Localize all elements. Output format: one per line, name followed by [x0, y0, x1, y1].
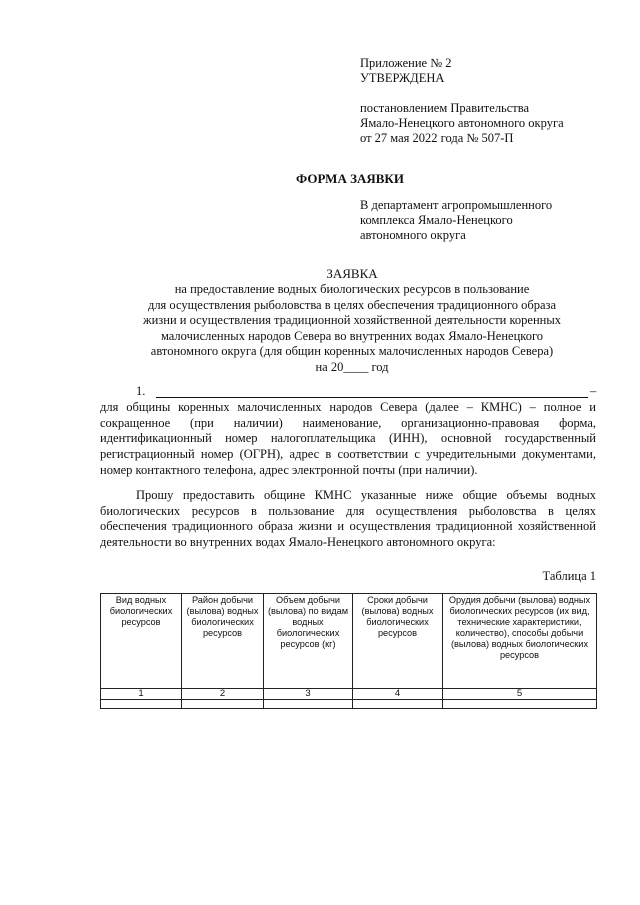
application-title: ЗАЯВКА: [326, 266, 378, 281]
table-cell[interactable]: [353, 700, 443, 709]
table-col-number: 5: [443, 689, 597, 700]
table-col-number: 2: [182, 689, 264, 700]
table-cell[interactable]: [101, 700, 182, 709]
table-header-species: Вид водных биологических ресурсов: [101, 594, 182, 689]
table-cell[interactable]: [264, 700, 353, 709]
table-header-terms: Сроки добычи (вылова) водных биологических ресурсов: [353, 594, 443, 689]
table-cell[interactable]: [443, 700, 597, 709]
item1-description: для общины коренных малочисленных народов Севера (далее – КМНС) – полное и сокращенное (при наличии) наименование, организационно-правовая форма, идентификационный номер налогоплательщика (ИНН), основной государственный регистрационный номер (ОГРН), адрес в соответствии с учредительными документами, номер контактного телефона, адрес электронной почты (при наличии).: [100, 400, 596, 477]
table-number-row: [101, 689, 597, 700]
table-empty-row: [101, 700, 597, 709]
application-line-4: малочисленных народов Севера во внутренних водах Ямало-Ненецкого: [160, 328, 544, 343]
addressee-line-2: комплекса Ямало-Ненецкого: [360, 213, 513, 227]
application-line-5: автономного округа (для общин коренных малочисленных народов Севера): [150, 344, 554, 358]
table-header-volume: Объем добычи (вылова) по видам водных биологических ресурсов (кг): [264, 594, 353, 689]
request-paragraph: Прошу предоставить общине КМНС указанные ниже общие объемы водных биологических ресурсов в пользование для осуществления рыболовства в целях обеспечения традиционного образа жизни и осуществления традиционной хозяйственной деятельности во внутренних водах Ямало-Ненецкого автономного округа:: [100, 488, 596, 550]
application-line-2: для осуществления рыболовства в целях обеспечения традиционного образа: [147, 297, 557, 312]
table-header-gear: Орудия добычи (вылова) водных биологических ресурсов (их вид, технические характеристики, количество), способы добычи (вылова) водных биологических ресурсов: [443, 594, 597, 689]
table-col-number: 4: [353, 689, 443, 700]
item1-blank-line: [156, 397, 588, 398]
table-col-number: 1: [101, 689, 182, 700]
decree-line-1: постановлением Правительства: [360, 101, 530, 115]
application-line-1: на предоставление водных биологических ресурсов в пользование: [174, 282, 530, 296]
table-header-row: [101, 594, 597, 689]
table-col-number: 3: [264, 689, 353, 700]
form-title: ФОРМА ЗАЯВКИ: [296, 171, 404, 186]
addressee-line-3: автономного округа: [360, 228, 466, 242]
decree-line-3: от 27 мая 2022 года № 507-П: [360, 131, 514, 145]
application-line-3: жизни и осуществления традиционной хозяйственной деятельности коренных: [142, 313, 561, 327]
appendix-label: Приложение № 2: [360, 56, 452, 70]
application-year-line: на 20____ год: [315, 359, 389, 374]
addressee-line-1: В департамент агропромышленного: [360, 198, 553, 212]
table-cell[interactable]: [182, 700, 264, 709]
table-1: [100, 593, 597, 709]
approved-label: УТВЕРЖДЕНА: [360, 71, 445, 85]
decree-line-2: Ямало-Ненецкого автономного округа: [360, 116, 564, 130]
table-caption: Таблица 1: [542, 569, 596, 583]
item1-dash: –: [590, 384, 597, 398]
table-header-area: Район добычи (вылова) водных биологических ресурсов: [182, 594, 264, 689]
item1-number: 1.: [136, 384, 146, 398]
